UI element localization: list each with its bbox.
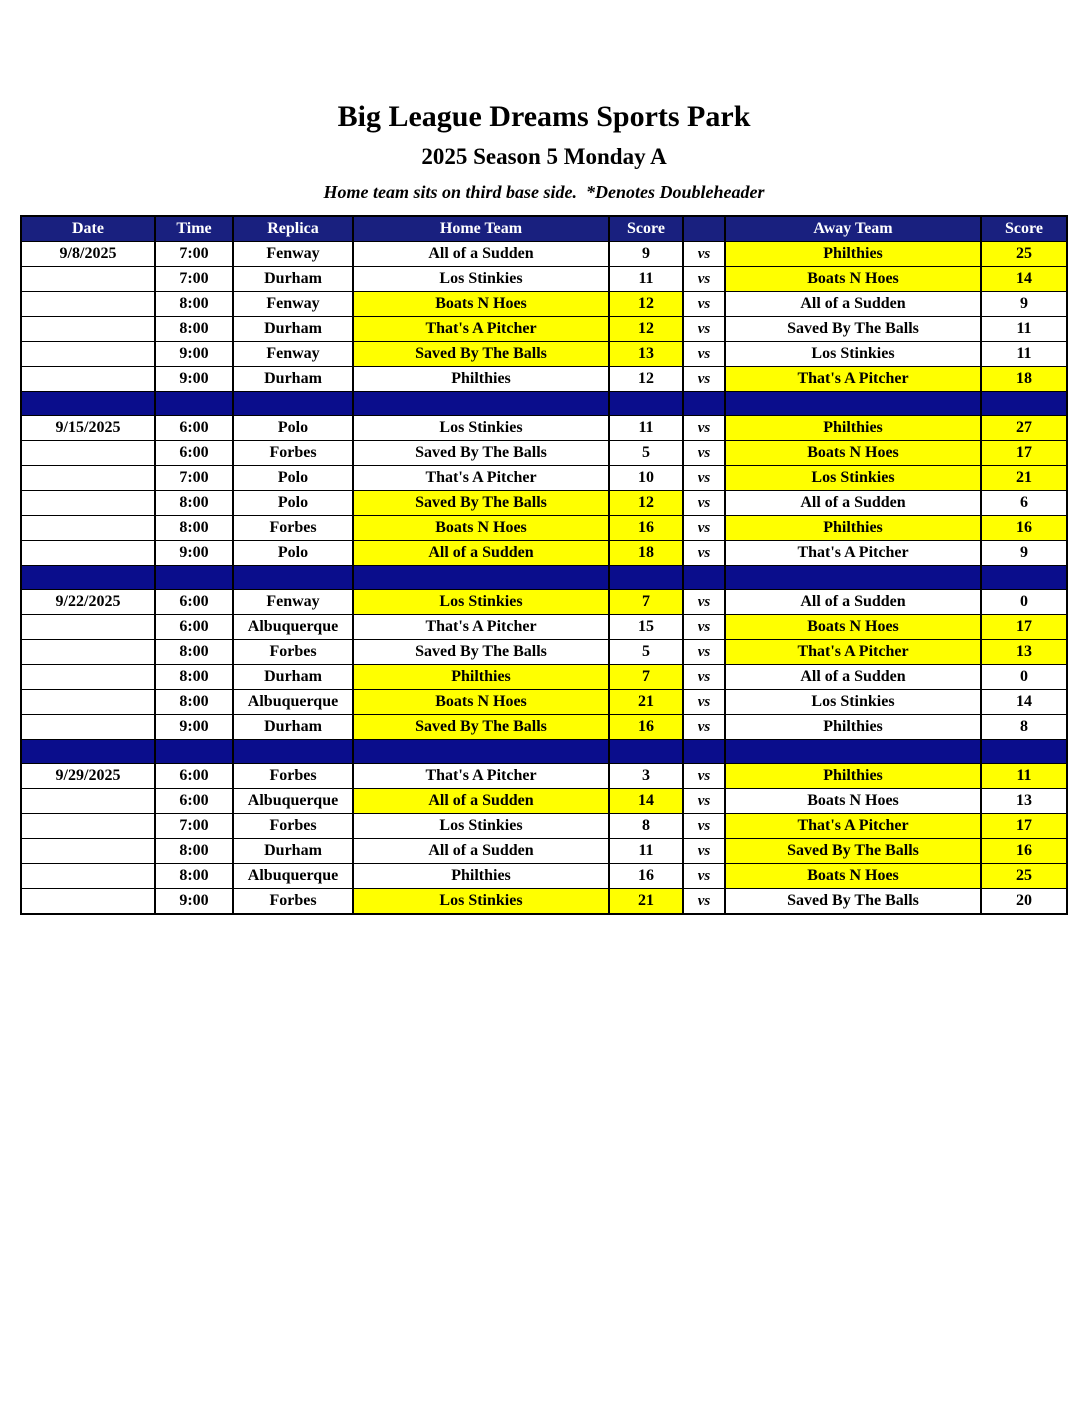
game-row [21,541,1067,566]
home-score-cell: 15 [609,615,683,640]
replica-cell: Albuquerque [233,864,353,889]
separator-cell [981,740,1067,764]
away-score-cell: 11 [981,342,1067,367]
date-cell [21,889,155,914]
separator-cell [21,392,155,416]
away-team-cell: Los Stinkies [725,342,981,367]
replica-cell: Durham [233,665,353,690]
replica-cell: Albuquerque [233,789,353,814]
vs-cell: vs [683,491,725,516]
header-vs [683,216,725,242]
date-cell [21,342,155,367]
home-team-cell: Boats N Hoes [353,690,609,715]
time-cell: 6:00 [155,590,233,615]
away-score-cell: 17 [981,441,1067,466]
away-score-cell: 11 [981,764,1067,789]
time-cell: 9:00 [155,715,233,740]
home-team-cell: All of a Sudden [353,789,609,814]
away-score-cell: 16 [981,516,1067,541]
game-row [21,715,1067,740]
away-score-cell: 25 [981,864,1067,889]
vs-cell: vs [683,789,725,814]
separator-cell [683,740,725,764]
vs-cell: vs [683,590,725,615]
home-score-cell: 12 [609,292,683,317]
away-score-cell: 17 [981,814,1067,839]
date-cell [21,640,155,665]
away-score-cell: 0 [981,590,1067,615]
time-cell: 7:00 [155,267,233,292]
game-row [21,764,1067,789]
away-team-cell: All of a Sudden [725,491,981,516]
date-cell: 9/22/2025 [21,590,155,615]
away-score-cell: 14 [981,267,1067,292]
header-away-team: Away Team [725,216,981,242]
game-row [21,491,1067,516]
away-team-cell: Boats N Hoes [725,789,981,814]
separator-cell [155,740,233,764]
separator-cell [233,566,353,590]
header-home-team: Home Team [353,216,609,242]
away-score-cell: 16 [981,839,1067,864]
away-score-cell: 11 [981,317,1067,342]
separator-cell [353,740,609,764]
separator-cell [725,740,981,764]
date-separator-row [21,392,1067,416]
game-row [21,889,1067,914]
separator-cell [683,392,725,416]
time-cell: 7:00 [155,814,233,839]
time-cell: 8:00 [155,516,233,541]
away-score-cell: 9 [981,541,1067,566]
game-row [21,242,1067,267]
away-score-cell: 9 [981,292,1067,317]
game-row [21,665,1067,690]
home-team-cell: Saved By The Balls [353,342,609,367]
date-cell [21,367,155,392]
home-score-cell: 18 [609,541,683,566]
away-team-cell: That's A Pitcher [725,640,981,665]
date-cell [21,466,155,491]
game-row [21,864,1067,889]
away-team-cell: Philthies [725,416,981,441]
separator-cell [725,392,981,416]
away-team-cell: Boats N Hoes [725,615,981,640]
game-row [21,640,1067,665]
date-cell [21,665,155,690]
home-score-cell: 16 [609,715,683,740]
away-team-cell: Philthies [725,715,981,740]
home-score-cell: 7 [609,665,683,690]
away-score-cell: 14 [981,690,1067,715]
separator-cell [609,566,683,590]
vs-cell: vs [683,814,725,839]
time-cell: 8:00 [155,491,233,516]
home-score-cell: 12 [609,491,683,516]
home-score-cell: 16 [609,864,683,889]
home-score-cell: 21 [609,889,683,914]
game-row [21,590,1067,615]
date-cell [21,864,155,889]
home-score-cell: 11 [609,839,683,864]
separator-cell [725,566,981,590]
away-team-cell: Philthies [725,242,981,267]
away-team-cell: Boats N Hoes [725,441,981,466]
home-score-cell: 21 [609,690,683,715]
replica-cell: Polo [233,491,353,516]
away-score-cell: 0 [981,665,1067,690]
home-team-cell: Philthies [353,864,609,889]
vs-cell: vs [683,292,725,317]
away-score-cell: 18 [981,367,1067,392]
home-score-cell: 11 [609,267,683,292]
time-cell: 8:00 [155,864,233,889]
date-separator-row [21,566,1067,590]
vs-cell: vs [683,615,725,640]
header-away-score: Score [981,216,1067,242]
game-row [21,516,1067,541]
game-row [21,615,1067,640]
replica-cell: Fenway [233,242,353,267]
home-score-cell: 16 [609,516,683,541]
time-cell: 6:00 [155,441,233,466]
game-row [21,441,1067,466]
date-cell [21,267,155,292]
home-team-cell: Saved By The Balls [353,491,609,516]
away-score-cell: 20 [981,889,1067,914]
home-team-cell: All of a Sudden [353,242,609,267]
home-team-cell: That's A Pitcher [353,317,609,342]
home-team-cell: Los Stinkies [353,590,609,615]
time-cell: 9:00 [155,541,233,566]
game-row [21,267,1067,292]
header-time: Time [155,216,233,242]
separator-cell [609,740,683,764]
separator-cell [981,566,1067,590]
home-team-cell: Los Stinkies [353,814,609,839]
date-cell [21,441,155,466]
away-score-cell: 6 [981,491,1067,516]
game-row [21,466,1067,491]
away-score-cell: 8 [981,715,1067,740]
game-row [21,292,1067,317]
date-cell [21,491,155,516]
home-team-cell: All of a Sudden [353,839,609,864]
away-score-cell: 25 [981,242,1067,267]
game-row [21,839,1067,864]
date-cell [21,690,155,715]
date-cell: 9/8/2025 [21,242,155,267]
away-team-cell: That's A Pitcher [725,541,981,566]
away-team-cell: Philthies [725,764,981,789]
game-row [21,416,1067,441]
home-team-cell: Boats N Hoes [353,292,609,317]
date-cell [21,615,155,640]
replica-cell: Forbes [233,640,353,665]
home-score-cell: 3 [609,764,683,789]
date-separator-row [21,740,1067,764]
vs-cell: vs [683,864,725,889]
separator-cell [609,392,683,416]
time-cell: 8:00 [155,690,233,715]
home-score-cell: 7 [609,590,683,615]
away-team-cell: Los Stinkies [725,466,981,491]
separator-cell [21,566,155,590]
vs-cell: vs [683,242,725,267]
schedule-body [21,242,1067,914]
separator-cell [233,392,353,416]
game-row [21,342,1067,367]
separator-cell [353,566,609,590]
date-cell [21,814,155,839]
time-cell: 8:00 [155,640,233,665]
game-row [21,789,1067,814]
replica-cell: Durham [233,317,353,342]
game-row [21,317,1067,342]
home-team-cell: All of a Sudden [353,541,609,566]
game-row [21,814,1067,839]
away-score-cell: 21 [981,466,1067,491]
away-team-cell: Saved By The Balls [725,317,981,342]
home-team-cell: Saved By The Balls [353,715,609,740]
home-score-cell: 12 [609,367,683,392]
away-team-cell: Philthies [725,516,981,541]
home-score-cell: 11 [609,416,683,441]
vs-cell: vs [683,889,725,914]
date-cell [21,541,155,566]
time-cell: 9:00 [155,889,233,914]
away-team-cell: That's A Pitcher [725,814,981,839]
replica-cell: Durham [233,839,353,864]
replica-cell: Fenway [233,342,353,367]
time-cell: 6:00 [155,789,233,814]
away-team-cell: All of a Sudden [725,292,981,317]
home-score-cell: 13 [609,342,683,367]
vs-cell: vs [683,516,725,541]
separator-cell [683,566,725,590]
replica-cell: Durham [233,367,353,392]
home-score-cell: 10 [609,466,683,491]
home-team-cell: Philthies [353,367,609,392]
separator-cell [981,392,1067,416]
away-score-cell: 17 [981,615,1067,640]
vs-cell: vs [683,466,725,491]
time-cell: 8:00 [155,292,233,317]
away-team-cell: All of a Sudden [725,590,981,615]
replica-cell: Polo [233,541,353,566]
home-score-cell: 9 [609,242,683,267]
vs-cell: vs [683,317,725,342]
away-team-cell: Saved By The Balls [725,889,981,914]
away-team-cell: Saved By The Balls [725,839,981,864]
time-cell: 8:00 [155,317,233,342]
home-score-cell: 14 [609,789,683,814]
replica-cell: Forbes [233,889,353,914]
home-team-cell: That's A Pitcher [353,764,609,789]
away-score-cell: 13 [981,640,1067,665]
vs-cell: vs [683,640,725,665]
time-cell: 7:00 [155,466,233,491]
away-team-cell: Boats N Hoes [725,267,981,292]
date-cell [21,317,155,342]
replica-cell: Durham [233,267,353,292]
replica-cell: Polo [233,466,353,491]
time-cell: 6:00 [155,416,233,441]
time-cell: 9:00 [155,367,233,392]
replica-cell: Fenway [233,292,353,317]
home-team-cell: Los Stinkies [353,889,609,914]
separator-cell [21,740,155,764]
date-cell [21,839,155,864]
time-cell: 9:00 [155,342,233,367]
replica-cell: Albuquerque [233,690,353,715]
vs-cell: vs [683,342,725,367]
separator-cell [155,566,233,590]
header-date: Date [21,216,155,242]
home-team-cell: Saved By The Balls [353,640,609,665]
separator-cell [233,740,353,764]
home-team-cell: Boats N Hoes [353,516,609,541]
vs-cell: vs [683,690,725,715]
page-title: Big League Dreams Sports Park [337,100,751,133]
separator-cell [155,392,233,416]
replica-cell: Polo [233,416,353,441]
away-score-cell: 27 [981,416,1067,441]
date-cell [21,516,155,541]
home-team-cell: Philthies [353,665,609,690]
vs-cell: vs [683,541,725,566]
home-score-cell: 12 [609,317,683,342]
replica-cell: Forbes [233,516,353,541]
time-cell: 6:00 [155,764,233,789]
time-cell: 6:00 [155,615,233,640]
replica-cell: Forbes [233,814,353,839]
page-note: Home team sits on third base side. *Denotes Doubleheader [323,181,765,202]
home-team-cell: That's A Pitcher [353,615,609,640]
vs-cell: vs [683,839,725,864]
away-score-cell: 13 [981,789,1067,814]
away-team-cell: That's A Pitcher [725,367,981,392]
vs-cell: vs [683,665,725,690]
header-replica: Replica [233,216,353,242]
date-cell: 9/29/2025 [21,764,155,789]
separator-cell [353,392,609,416]
home-team-cell: Los Stinkies [353,267,609,292]
away-team-cell: Boats N Hoes [725,864,981,889]
home-team-cell: Saved By The Balls [353,441,609,466]
header-home-score: Score [609,216,683,242]
replica-cell: Durham [233,715,353,740]
home-team-cell: Los Stinkies [353,416,609,441]
game-row [21,690,1067,715]
home-score-cell: 5 [609,640,683,665]
vs-cell: vs [683,764,725,789]
schedule-table [20,215,1068,915]
vs-cell: vs [683,416,725,441]
game-row [21,367,1067,392]
time-cell: 8:00 [155,839,233,864]
page-subtitle: 2025 Season 5 Monday A [421,143,667,169]
date-cell [21,789,155,814]
vs-cell: vs [683,715,725,740]
table-header-row [21,216,1067,242]
date-cell [21,715,155,740]
away-team-cell: Los Stinkies [725,690,981,715]
vs-cell: vs [683,441,725,466]
home-score-cell: 5 [609,441,683,466]
replica-cell: Forbes [233,764,353,789]
home-team-cell: That's A Pitcher [353,466,609,491]
away-team-cell: All of a Sudden [725,665,981,690]
vs-cell: vs [683,367,725,392]
replica-cell: Fenway [233,590,353,615]
home-score-cell: 8 [609,814,683,839]
vs-cell: vs [683,267,725,292]
replica-cell: Forbes [233,441,353,466]
time-cell: 8:00 [155,665,233,690]
date-cell [21,292,155,317]
replica-cell: Albuquerque [233,615,353,640]
time-cell: 7:00 [155,242,233,267]
date-cell: 9/15/2025 [21,416,155,441]
